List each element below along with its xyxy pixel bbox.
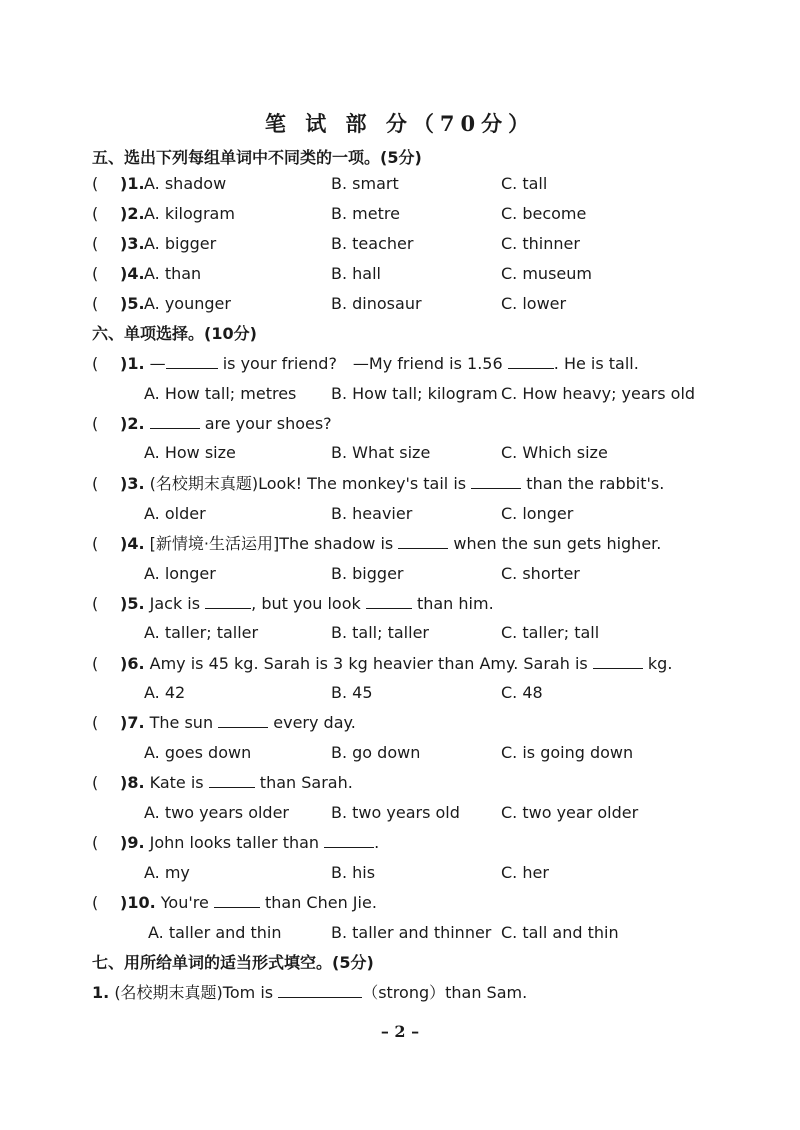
option-b: B. bigger — [331, 564, 404, 583]
blank[interactable] — [150, 412, 200, 429]
answer-paren[interactable]: ( — [92, 534, 99, 553]
answer-paren[interactable]: ( — [92, 414, 99, 433]
option-b: B. How tall; kilogram — [331, 384, 498, 403]
option-c: C. lower — [501, 294, 567, 313]
option-c: C. become — [501, 204, 587, 223]
option-a: A. longer — [144, 564, 216, 583]
option-a: A. my — [144, 863, 190, 882]
option-a: A. than — [144, 264, 202, 283]
s5-item-3: ( )3. A. bigger B. teacher C. thinner — [92, 231, 772, 257]
option-c: C. her — [501, 863, 549, 882]
option-b: B. What size — [331, 443, 431, 462]
answer-paren[interactable]: ( — [92, 264, 99, 283]
page-title: 笔 试 部 分（70分） — [264, 111, 536, 136]
blank[interactable] — [209, 771, 255, 788]
answer-paren[interactable]: ( — [92, 713, 99, 732]
s6-options-9 — [92, 860, 772, 886]
option-b: B. go down — [331, 743, 421, 762]
option-b: B. teacher — [331, 234, 414, 253]
blank[interactable] — [508, 352, 554, 369]
s6-question-6: ( )6. Amy is 45 kg. Sarah is 3 kg heavier than Amy. Sarah is kg. — [92, 651, 772, 677]
answer-paren[interactable]: ( — [92, 204, 99, 223]
s6-question-1: ( )1. — is your friend? —My friend is 1.56 . He is tall. — [92, 351, 772, 377]
answer-paren[interactable]: ( — [92, 174, 99, 193]
s5-item-2: ( )2. A. kilogram B. metre C. become — [92, 201, 772, 227]
blank[interactable] — [218, 711, 268, 728]
s6-question-3: ( )3. (名校期末真题)Look! The monkey's tail is than the rabbit's. — [92, 471, 772, 497]
answer-paren[interactable]: ( — [92, 893, 99, 912]
s6-question-5: ( )5. Jack is , but you look than him. — [92, 591, 772, 617]
section-7-heading: 七、用所给单词的适当形式填空。(5分) — [92, 953, 374, 972]
s6-question-10: ( )10. You're than Chen Jie. — [92, 890, 772, 916]
s6-question-9: ( )9. John looks taller than . — [92, 830, 772, 856]
option-c: C. taller; tall — [501, 623, 600, 642]
option-b: B. his — [331, 863, 376, 882]
s6-options-1 — [92, 381, 772, 407]
option-a: A. shadow — [144, 174, 227, 193]
option-c: C. museum — [501, 264, 592, 283]
answer-paren[interactable]: ( — [92, 234, 99, 253]
option-b: B. tall; taller — [331, 623, 429, 642]
option-c: C. tall and thin — [501, 923, 619, 942]
s6-options-2 — [92, 440, 772, 466]
section-5-heading: 五、选出下列每组单词中不同类的一项。(5分) — [92, 148, 422, 167]
option-c: C. tall — [501, 174, 548, 193]
option-a: A. taller and thin — [148, 923, 282, 942]
option-a: A. two years older — [144, 803, 289, 822]
blank[interactable] — [366, 592, 412, 609]
option-b: B. two years old — [331, 803, 460, 822]
answer-paren[interactable]: ( — [92, 833, 99, 852]
option-a: A. How tall; metres — [144, 384, 297, 403]
option-b: B. heavier — [331, 504, 413, 523]
answer-paren[interactable]: ( — [92, 294, 99, 313]
option-a: A. older — [144, 504, 206, 523]
answer-paren[interactable]: ( — [92, 773, 99, 792]
option-c: C. Which size — [501, 443, 608, 462]
s6-question-2: ( )2. are your shoes? — [92, 411, 772, 437]
option-c: C. How heavy; years old — [501, 384, 696, 403]
option-b: B. hall — [331, 264, 381, 283]
s6-options-4 — [92, 561, 772, 587]
s6-options-5 — [92, 620, 772, 646]
option-a: A. taller; taller — [144, 623, 259, 642]
option-b: B. smart — [331, 174, 399, 193]
answer-paren[interactable]: ( — [92, 354, 99, 373]
option-b: B. metre — [331, 204, 400, 223]
blank[interactable] — [324, 831, 374, 848]
s5-item-5: ( )5. A. younger B. dinosaur C. lower — [92, 291, 772, 317]
blank[interactable] — [593, 652, 643, 669]
blank[interactable] — [278, 981, 362, 998]
option-c: C. is going down — [501, 743, 634, 762]
s6-question-8: ( )8. Kate is than Sarah. — [92, 770, 772, 796]
s6-options-6 — [92, 680, 772, 706]
page-number: – 2 – — [380, 1022, 420, 1041]
s6-options-3 — [92, 501, 772, 527]
section-6-heading: 六、单项选择。(10分) — [92, 324, 257, 343]
s6-options-10 — [92, 920, 772, 946]
option-a: A. bigger — [144, 234, 217, 253]
s6-question-4: ( )4. [新情境·生活运用]The shadow is when the sun gets higher. — [92, 531, 772, 557]
option-c: C. thinner — [501, 234, 580, 253]
s7-item-1: 1. (名校期末真题)Tom is （strong）than Sam. — [92, 983, 528, 1002]
option-c: C. two year older — [501, 803, 639, 822]
option-a: A. goes down — [144, 743, 252, 762]
option-c: C. 48 — [501, 683, 543, 702]
answer-paren[interactable]: ( — [92, 474, 99, 493]
option-c: C. longer — [501, 504, 574, 523]
s6-question-7: ( )7. The sun every day. — [92, 710, 772, 736]
s5-item-1: ( )1. A. shadow B. smart C. tall — [92, 171, 772, 197]
option-b: B. 45 — [331, 683, 373, 702]
option-a: A. 42 — [144, 683, 186, 702]
s6-options-8 — [92, 800, 772, 826]
option-b: B. taller and thinner — [331, 923, 492, 942]
blank[interactable] — [471, 472, 521, 489]
blank[interactable] — [205, 592, 251, 609]
s5-item-4: ( )4. A. than B. hall C. museum — [92, 261, 772, 287]
option-a: A. younger — [144, 294, 231, 313]
option-a: A. kilogram — [144, 204, 235, 223]
answer-paren[interactable]: ( — [92, 594, 99, 613]
s6-options-7 — [92, 740, 772, 766]
blank[interactable] — [214, 891, 260, 908]
blank[interactable] — [398, 532, 448, 549]
option-c: C. shorter — [501, 564, 580, 583]
blank[interactable] — [166, 352, 218, 369]
answer-paren[interactable]: ( — [92, 654, 99, 673]
option-a: A. How size — [144, 443, 236, 462]
option-b: B. dinosaur — [331, 294, 422, 313]
